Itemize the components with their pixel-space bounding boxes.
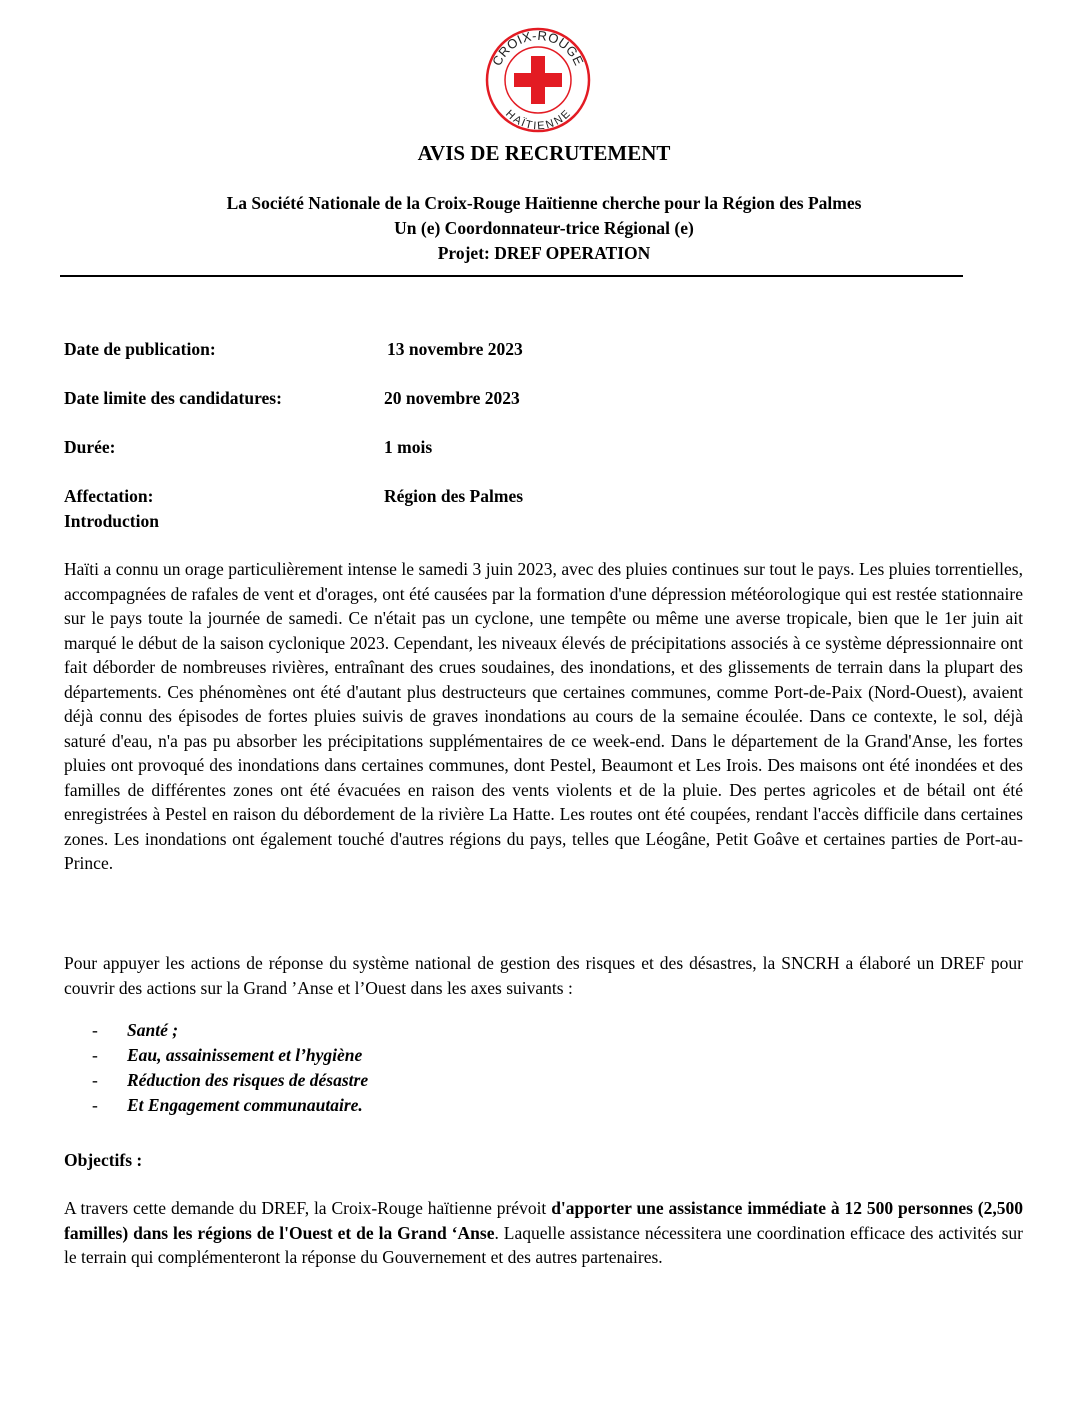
header-divider — [60, 275, 963, 277]
response-paragraph: Pour appuyer les actions de réponse du système national de gestion des risques et des désastres, la SNCRH a élaboré un DREF pour couvrir des actions sur la Grand ’Anse et l’Ouest dans les axes suivants : — [64, 953, 1023, 998]
list-item: - Réduction des risques de désastre — [64, 1068, 964, 1093]
list-item: - Eau, assainissement et l’hygiène — [64, 1043, 964, 1068]
bullet-marker: - — [92, 1070, 98, 1090]
objectives-text-after: . Laquelle assistance nécessitera une coordination efficace des activités sur le terrain qui complémenteront la réponse du Gouvernement et des autres partenaires. — [64, 1222, 1023, 1267]
bullet-marker: - — [92, 1020, 98, 1040]
list-item: - Santé ; — [64, 1018, 964, 1043]
logo-text-top: CROIX-ROUGE — [489, 27, 587, 69]
objectives-heading: Objectifs : — [64, 1150, 143, 1170]
objectives-text-before: A travers cette demande du DREF, la Croix-Rouge haïtienne prévoit — [64, 1198, 552, 1218]
deadline-value: 20 novembre 2023 — [384, 388, 520, 408]
subtitle-position: Un (e) Coordonnateur-trice Régional (e) — [394, 218, 694, 238]
logo-text-bottom: HAÏTIENNE — [503, 107, 574, 133]
document-title: AVIS DE RECRUTEMENT — [417, 141, 671, 165]
axes-list — [64, 1018, 964, 1118]
duration-label: Durée: — [64, 437, 116, 457]
introduction-paragraph: Haïti a connu un orage particulièrement intense le samedi 3 juin 2023, avec des pluies continues sur tout le pays. Les pluies torrentielles, accompagnées de rafales de vent et d'orages, ont été causées par la formation d'une dépression météorologique qui est restée stationnaire sur le pays toute la journée de samedi. Ce n'était pas un cyclone, une tempête ou même une averse tropicale, bien que le 1er juin ait marqué le début de la saison cyclonique 2023. Cependant, les niveaux élevés de précipitations associés à ce système dépressionnaire ont fait déborder de nombreuses rivières, entraînant des crues soudaines, des inondations, et des glissements de terrain dans la plupart des départements. Ces phénomènes ont été d'autant plus destructeurs que certaines communes, comme Port-de-Paix (Nord-Ouest), avaient déjà connu des épisodes de fortes pluies suivis de graves inondations au cours de la semaine écoulée. Dans ce contexte, le sol, déjà saturé d'eau, n'a pas pu absorber les précipitations supplémentaires de ce week-end. Dans le département de la Grand'Anse, les fortes pluies ont provoqué des inondations dans certaines communes, dont Pestel, Beaumont et Les Irois. Des maisons ont été inondées et des familles de différentes zones ont été évacuées en raison des vents violents et de la pluie. Des pertes agricoles et de bétail ont été enregistrées à Pestel en raison du débordement de la rivière La Hatte. Les routes ont été coupées, rendant l'accès difficile dans certaines zones. Les inondations ont également touché d'autres régions du pays, telles que Léogâne, Petit Goâve et certaines parties de Port-au-Prince. — [64, 559, 1023, 873]
bullet-marker: - — [92, 1045, 98, 1065]
list-item: - Et Engagement communautaire. — [64, 1093, 964, 1118]
publication-date-value: 13 novembre 2023 — [387, 339, 523, 359]
subtitle-project: Projet: DREF OPERATION — [437, 243, 651, 263]
assignment-label: Affectation: — [64, 486, 154, 506]
croix-rouge-haitienne-logo — [484, 26, 592, 134]
deadline-label: Date limite des candidatures: — [64, 388, 282, 408]
red-cross-icon — [514, 56, 562, 104]
subtitle-organization: La Société Nationale de la Croix-Rouge Haïtienne cherche pour la Région des Palmes — [226, 193, 862, 213]
objectives-text-bold: d'apporter une assistance immédiate à 12 500 personnes (2,500 familles) dans les régions de l'Ouest et de la Grand ‘Anse — [64, 1198, 1024, 1243]
objectives-paragraph — [64, 1196, 1023, 1270]
duration-value: 1 mois — [384, 437, 433, 457]
introduction-heading: Introduction — [64, 511, 159, 531]
assignment-value: Région des Palmes — [384, 486, 524, 506]
bullet-marker: - — [92, 1095, 98, 1115]
publication-date-label: Date de publication: — [64, 339, 216, 359]
